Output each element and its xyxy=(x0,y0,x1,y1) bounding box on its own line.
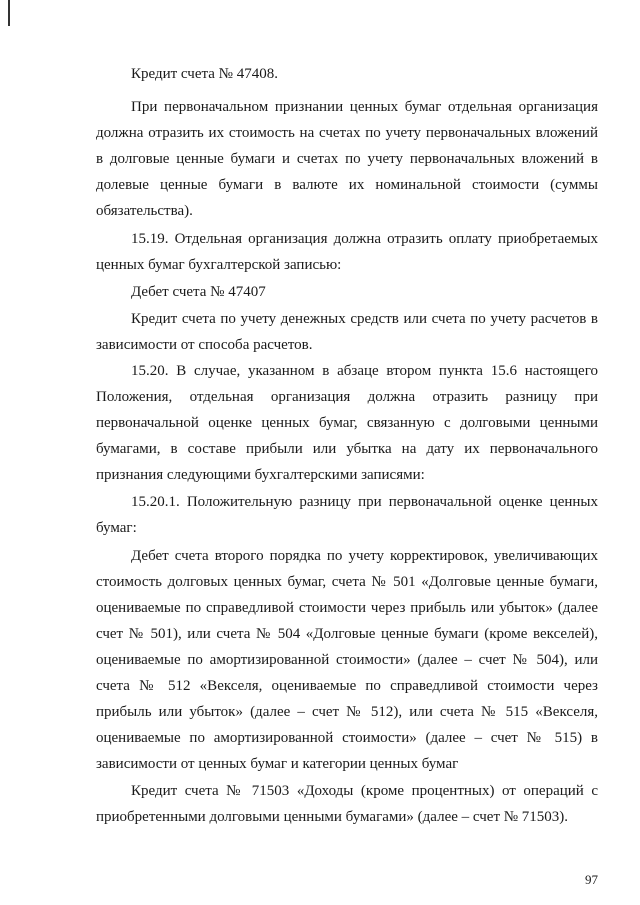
text-line: первоначальной оценке ценных бумаг, связанную с долговыми ценными xyxy=(96,415,598,431)
text-line: оцениваемые по амортизированной стоимости» (далее – счет № 515) в xyxy=(96,730,598,746)
text-line: прибыль или убыток» (далее – счет № 512), или счета № 515 «Векселя, xyxy=(96,704,598,720)
text-line: Кредит счета по учету денежных средств или счета по учету расчетов в xyxy=(131,311,598,327)
text-line: Положения, отдельная организация должна отразить разницу при xyxy=(96,389,598,405)
text-line: зависимости от способа расчетов. xyxy=(96,337,313,353)
text-line: обязательства). xyxy=(96,203,193,219)
text-line: приобретенными долговыми ценными бумагами» (далее – счет № 71503). xyxy=(96,809,569,825)
text-line: стоимость долговых ценных бумаг, счета № 501 «Долговые ценные бумаги, xyxy=(96,574,598,590)
text-line: оцениваемые по справедливой стоимости через прибыль или убыток» (далее xyxy=(96,600,598,616)
text-line: При первоначальном признании ценных бумаг отдельная организация xyxy=(131,99,598,115)
text-line: бумаг: xyxy=(96,520,137,536)
text-line: оцениваемые по амортизированной стоимости» (далее – счет № 504), или xyxy=(96,652,598,668)
text-line: в долговые ценные бумаги и счетах по учету первоначальных вложений в xyxy=(96,151,598,167)
text-line: Дебет счета второго порядка по учету корректировок, увеличивающих xyxy=(131,548,598,564)
text-line: зависимости от ценных бумаг и категории ценных бумаг xyxy=(96,756,459,772)
text-line: признания следующими бухгалтерскими записями: xyxy=(96,467,425,483)
text-line: должна отразить их стоимость на счетах по учету первоначальных вложений xyxy=(96,125,598,141)
text-line: Кредит счета № 71503 «Доходы (кроме процентных) от операций с xyxy=(131,783,598,799)
text-line: Кредит счета № 47408. xyxy=(131,66,278,82)
text-line: счета № 512 «Векселя, оцениваемые по справедливой стоимости через xyxy=(96,678,598,694)
page-number: 97 xyxy=(585,872,598,887)
text-line: 15.20.1. Положительную разницу при первоначальной оценке ценных xyxy=(131,494,598,510)
text-line: 15.20. В случае, указанном в абзаце втором пункта 15.6 настоящего xyxy=(131,363,598,379)
text-line: долевые ценные бумаги в валюте их номинальной стоимости (суммы xyxy=(96,177,598,193)
text-line: 15.19. Отдельная организация должна отразить оплату приобретаемых xyxy=(131,231,598,247)
text-line: Дебет счета № 47407 xyxy=(131,284,266,300)
scan-edge-mark xyxy=(8,0,10,26)
text-line: бумагами, в составе прибыли или убытка на дату их первоначального xyxy=(96,441,598,457)
text-line: ценных бумаг бухгалтерской записью: xyxy=(96,257,342,273)
text-line: счет № 501), или счета № 504 «Долговые ценные бумаги (кроме векселей), xyxy=(96,626,598,642)
